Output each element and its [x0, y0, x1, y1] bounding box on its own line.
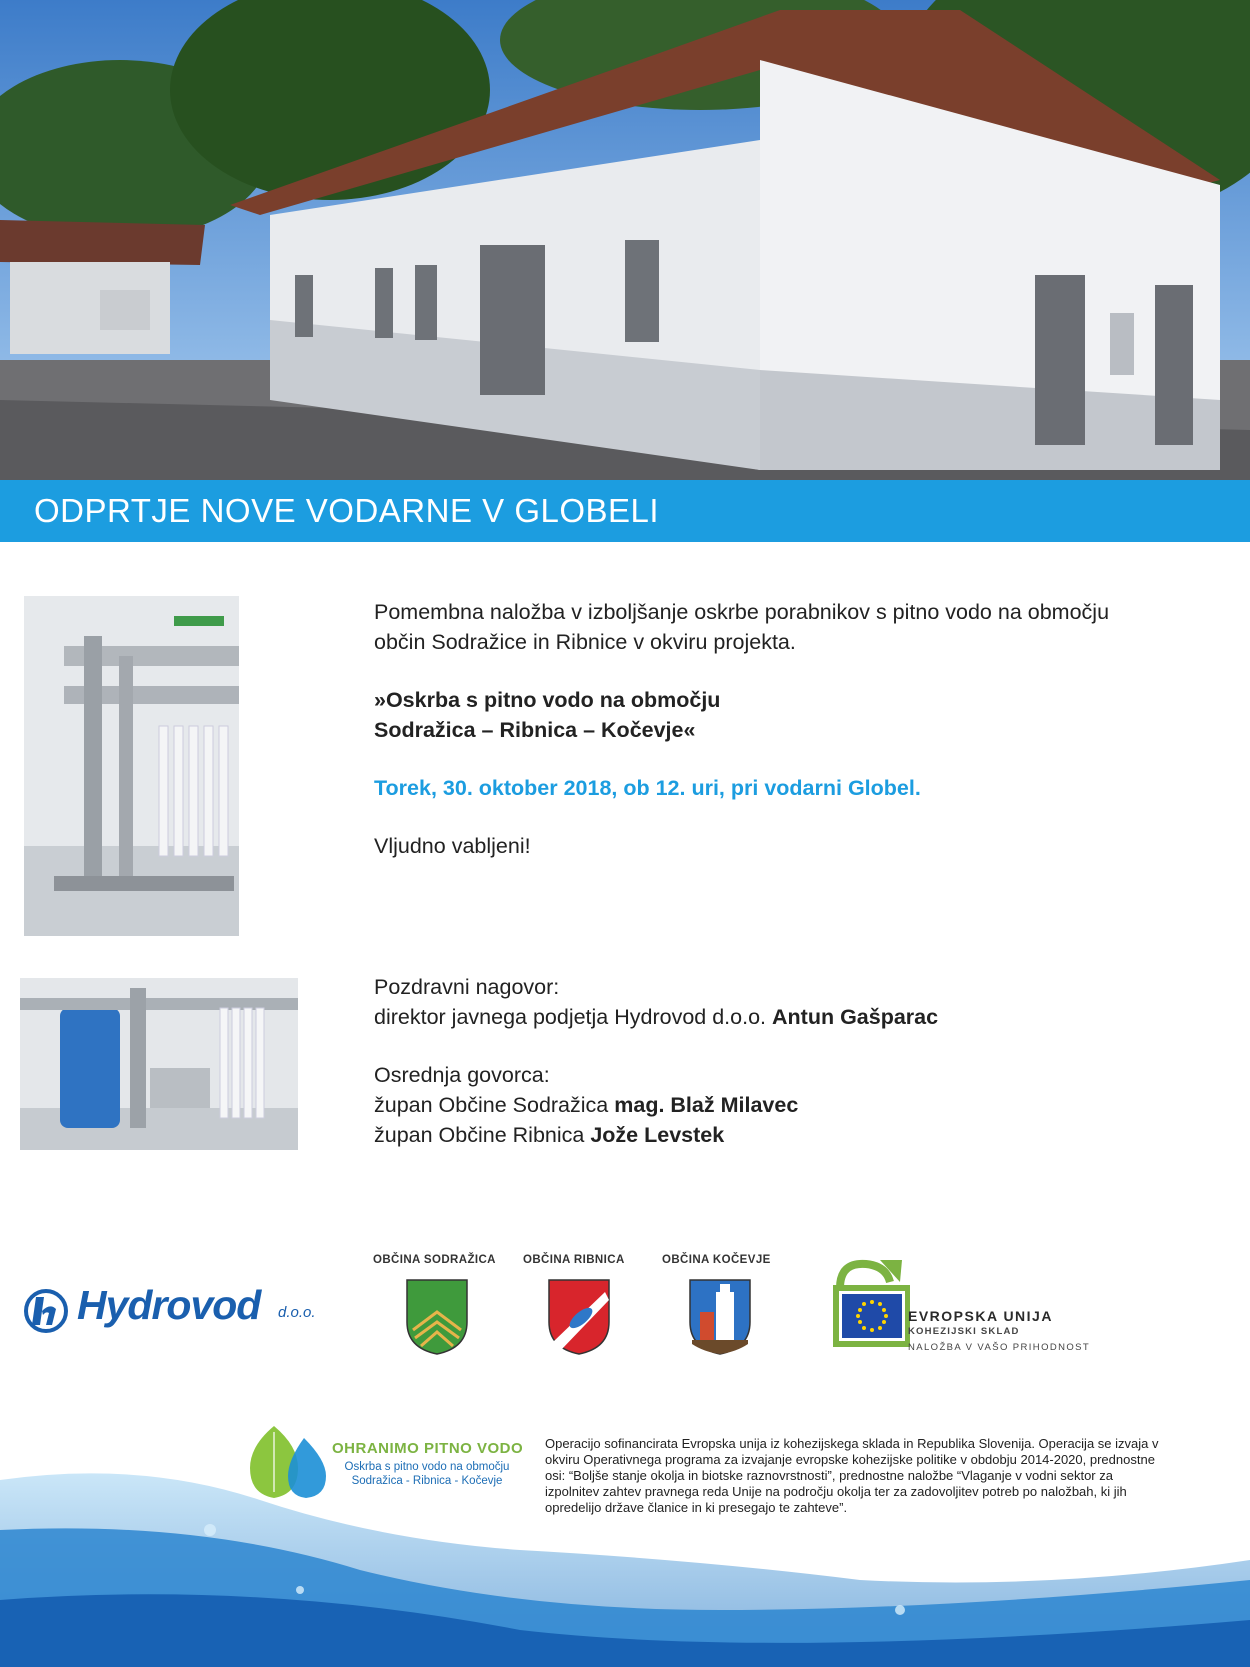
campaign-logo [246, 1422, 526, 1502]
speaker1-role: župan Občine Sodražica [374, 1093, 609, 1117]
project-title-line2: Sodražica – Ribnica – Kočevje« [374, 718, 696, 742]
hydrovod-name: Hydrovod [77, 1282, 261, 1328]
cofinancing-notice: Operacijo sofinancirata Evropska unija iz kohezijskega sklada in Republika Slovenija. Operacija se izvaja v okviru Operativnega programa za izvajanje evropske kohezijske politike v obdobju 2014-2020, prednostne osi: “Boljše stanje okolja in biotske raznovrstnosti”, prednostne naložbe “Vlaganje v vodni sektor za izpolnitev zahtev pravnega reda Unije na področju okolja ter za zadovoljitev potreb po naložbah, ki jih opredelijo države članice in ki presegajo te zahteve”. [545, 1436, 1159, 1515]
hydrovod-suffix: d.o.o. [278, 1304, 316, 1321]
filtration-photo-vertical [24, 596, 239, 936]
hydrovod-logo [22, 1282, 322, 1342]
kocevje-crest-icon [688, 1278, 752, 1356]
speaker2-role: župan Občine Ribnica [374, 1123, 585, 1147]
filtration-hall-illustration [20, 978, 298, 1150]
welcome-heading: Pozdravni nagovor: [374, 975, 560, 999]
campaign-sub-line2: Sodražica - Ribnica - Kočevje [351, 1475, 503, 1487]
eu-flag-icon [830, 1258, 910, 1358]
building-illustration [0, 0, 1250, 480]
eu-line3: NALOŽBA V VAŠO PRIHODNOST [908, 1342, 1091, 1353]
filtration-illustration [24, 596, 239, 936]
event-date: Torek, 30. oktober 2018, ob 12. uri, pri vodarni Globel. [374, 776, 921, 800]
title-banner [0, 480, 1250, 542]
municipality-ribnica-label: OBČINA RIBNICA [523, 1254, 625, 1266]
intro-paragraph: Pomembna naložba v izboljšanje oskrbe porabnikov s pitno vodo na območju občin Sodražice in Ribnice v okviru projekta. [374, 600, 1110, 654]
speakers-block [374, 972, 1234, 1150]
ribnica-crest-icon [547, 1278, 611, 1356]
main-speakers-heading: Osrednja govorca: [374, 1063, 550, 1087]
hydrovod-logo-icon [22, 1287, 70, 1335]
intro-text-block [374, 597, 1234, 861]
speaker1-name: mag. Blaž Milavec [614, 1093, 799, 1117]
project-title-line1: »Oskrba s pitno vodo na območju [374, 688, 721, 712]
eu-cohesion-fund-logo [830, 1258, 1130, 1358]
water-drop-leaf-icon [246, 1422, 332, 1502]
welcome-speaker-name: Antun Gašparac [772, 1005, 939, 1029]
invitation-text: Vljudno vabljeni! [374, 834, 531, 858]
sodrazica-crest-icon [405, 1278, 469, 1356]
campaign-title: OHRANIMO PITNO VODO [332, 1440, 524, 1457]
filtration-photo-horizontal [20, 978, 298, 1150]
municipality-sodrazica-label: OBČINA SODRAŽICA [373, 1254, 496, 1266]
speaker2-name: Jože Levstek [590, 1123, 725, 1147]
page-title: ODPRTJE NOVE VODARNE V GLOBELI [34, 492, 660, 529]
campaign-subtitle [332, 1460, 522, 1488]
hero-photo-water-plant [0, 0, 1250, 480]
municipality-kocevje-label: OBČINA KOČEVJE [662, 1254, 771, 1266]
eu-line2: KOHEZIJSKI SKLAD [908, 1326, 1020, 1337]
eu-line1: EVROPSKA UNIJA [908, 1308, 1053, 1324]
welcome-role: direktor javnega podjetja Hydrovod d.o.o. [374, 1005, 767, 1029]
campaign-sub-line1: Oskrba s pitno vodo na območju [344, 1461, 510, 1473]
